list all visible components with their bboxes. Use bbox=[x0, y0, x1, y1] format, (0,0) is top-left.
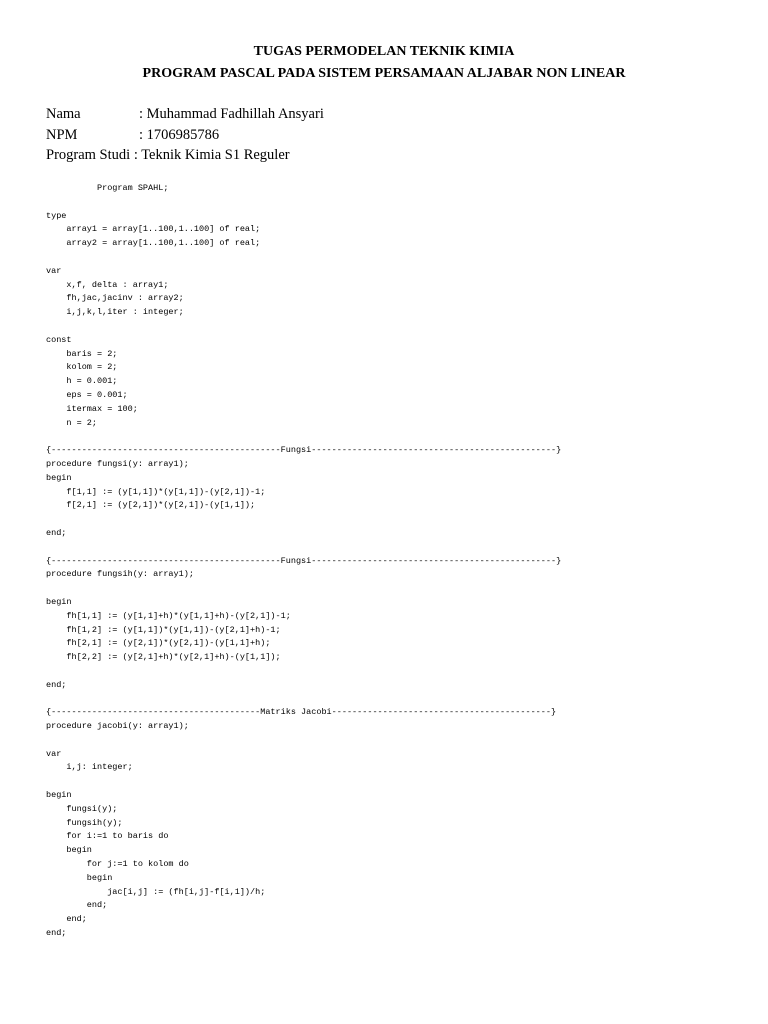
code-line: {---------------------------------------------Fungsi------------------------------------------------} bbox=[46, 445, 562, 456]
code-line bbox=[46, 541, 561, 555]
code-line: n = 2; bbox=[46, 417, 98, 428]
code-line: array1 = array[1..100,1..100] of real; bbox=[46, 224, 261, 235]
code-line: fh[2,1] := (y[2,1])*(y[2,1])-(y[1,1]+h); bbox=[46, 638, 271, 649]
code-line: kolom = 2; bbox=[46, 362, 118, 373]
code-line bbox=[46, 196, 561, 210]
code-line: procedure fungsi(y: array1); bbox=[46, 458, 189, 469]
code-line: begin bbox=[46, 872, 113, 883]
code-line: fh,jac,jacinv : array2; bbox=[46, 293, 184, 304]
code-line: procedure fungsih(y: array1); bbox=[46, 569, 194, 580]
code-line: fh[1,2] := (y[1,1])*(y[1,1])-(y[2,1]+h)-1; bbox=[46, 624, 281, 635]
code-line bbox=[46, 430, 561, 444]
study-program-row bbox=[46, 147, 290, 164]
code-line bbox=[46, 320, 561, 334]
code-line: var bbox=[46, 265, 62, 276]
code-line bbox=[46, 692, 561, 706]
code-line: {-----------------------------------------Matriks Jacobi-------------------------------------------} bbox=[46, 707, 557, 718]
code-line: end; bbox=[46, 914, 87, 925]
code-line: i,j: integer; bbox=[46, 762, 133, 773]
code-line: {---------------------------------------------Fungsi------------------------------------------------} bbox=[46, 555, 562, 566]
code-line: f[2,1] := (y[2,1])*(y[2,1])-(y[1,1]); bbox=[46, 500, 256, 511]
code-line: begin bbox=[46, 472, 72, 483]
code-line bbox=[46, 734, 561, 748]
code-line: Program SPAHL; bbox=[46, 183, 169, 193]
code-line: var bbox=[46, 748, 62, 759]
student-npm-row bbox=[46, 127, 219, 144]
code-line: i,j,k,l,iter : integer; bbox=[46, 307, 184, 318]
code-line bbox=[46, 665, 561, 679]
code-line: type bbox=[46, 210, 67, 221]
code-line: begin bbox=[46, 845, 92, 856]
document-subtitle: PROGRAM PASCAL PADA SISTEM PERSAMAAN ALJABAR NON LINEAR bbox=[142, 66, 626, 81]
code-line: x,f, delta : array1; bbox=[46, 279, 169, 290]
code-line: begin bbox=[46, 596, 72, 607]
code-line: fh[1,1] := (y[1,1]+h)*(y[1,1]+h)-(y[2,1])-1; bbox=[46, 610, 291, 621]
name-label: Nama bbox=[46, 106, 81, 122]
document-title: TUGAS PERMODELAN TEKNIK KIMIA bbox=[253, 44, 515, 59]
code-line: end; bbox=[46, 928, 67, 939]
code-line: begin bbox=[46, 790, 72, 801]
code-line bbox=[46, 251, 561, 265]
npm-label: NPM bbox=[46, 127, 78, 143]
code-line: fh[2,2] := (y[2,1]+h)*(y[2,1]+h)-(y[1,1]); bbox=[46, 652, 281, 663]
code-line: fungsih(y); bbox=[46, 817, 123, 828]
code-line: end; bbox=[46, 527, 67, 538]
code-line: array2 = array[1..100,1..100] of real; bbox=[46, 238, 261, 249]
code-line bbox=[46, 513, 561, 527]
code-line: end; bbox=[46, 679, 67, 690]
code-line: baris = 2; bbox=[46, 348, 118, 359]
code-line bbox=[46, 582, 561, 596]
code-line: end; bbox=[46, 900, 108, 911]
code-line: h = 0.001; bbox=[46, 376, 118, 387]
code-line: eps = 0.001; bbox=[46, 389, 128, 400]
code-line: jac[i,j] := (fh[i,j]-f[i,1])/h; bbox=[46, 886, 266, 897]
code-line: fungsi(y); bbox=[46, 803, 118, 814]
code-line: for j:=1 to kolom do bbox=[46, 859, 189, 870]
code-line: const bbox=[46, 334, 72, 345]
program-value: : Teknik Kimia S1 Reguler bbox=[130, 147, 290, 163]
pascal-code-block bbox=[46, 182, 561, 941]
student-name-row bbox=[46, 106, 324, 123]
name-value: : Muhammad Fadhillah Ansyari bbox=[139, 106, 324, 122]
npm-value: : 1706985786 bbox=[139, 127, 220, 143]
program-label: Program Studi bbox=[46, 147, 131, 163]
code-line: f[1,1] := (y[1,1])*(y[1,1])-(y[2,1])-1; bbox=[46, 486, 266, 497]
code-line: procedure jacobi(y: array1); bbox=[46, 721, 189, 732]
code-line: for i:=1 to baris do bbox=[46, 831, 169, 842]
code-line: itermax = 100; bbox=[46, 403, 138, 414]
code-line bbox=[46, 775, 561, 789]
